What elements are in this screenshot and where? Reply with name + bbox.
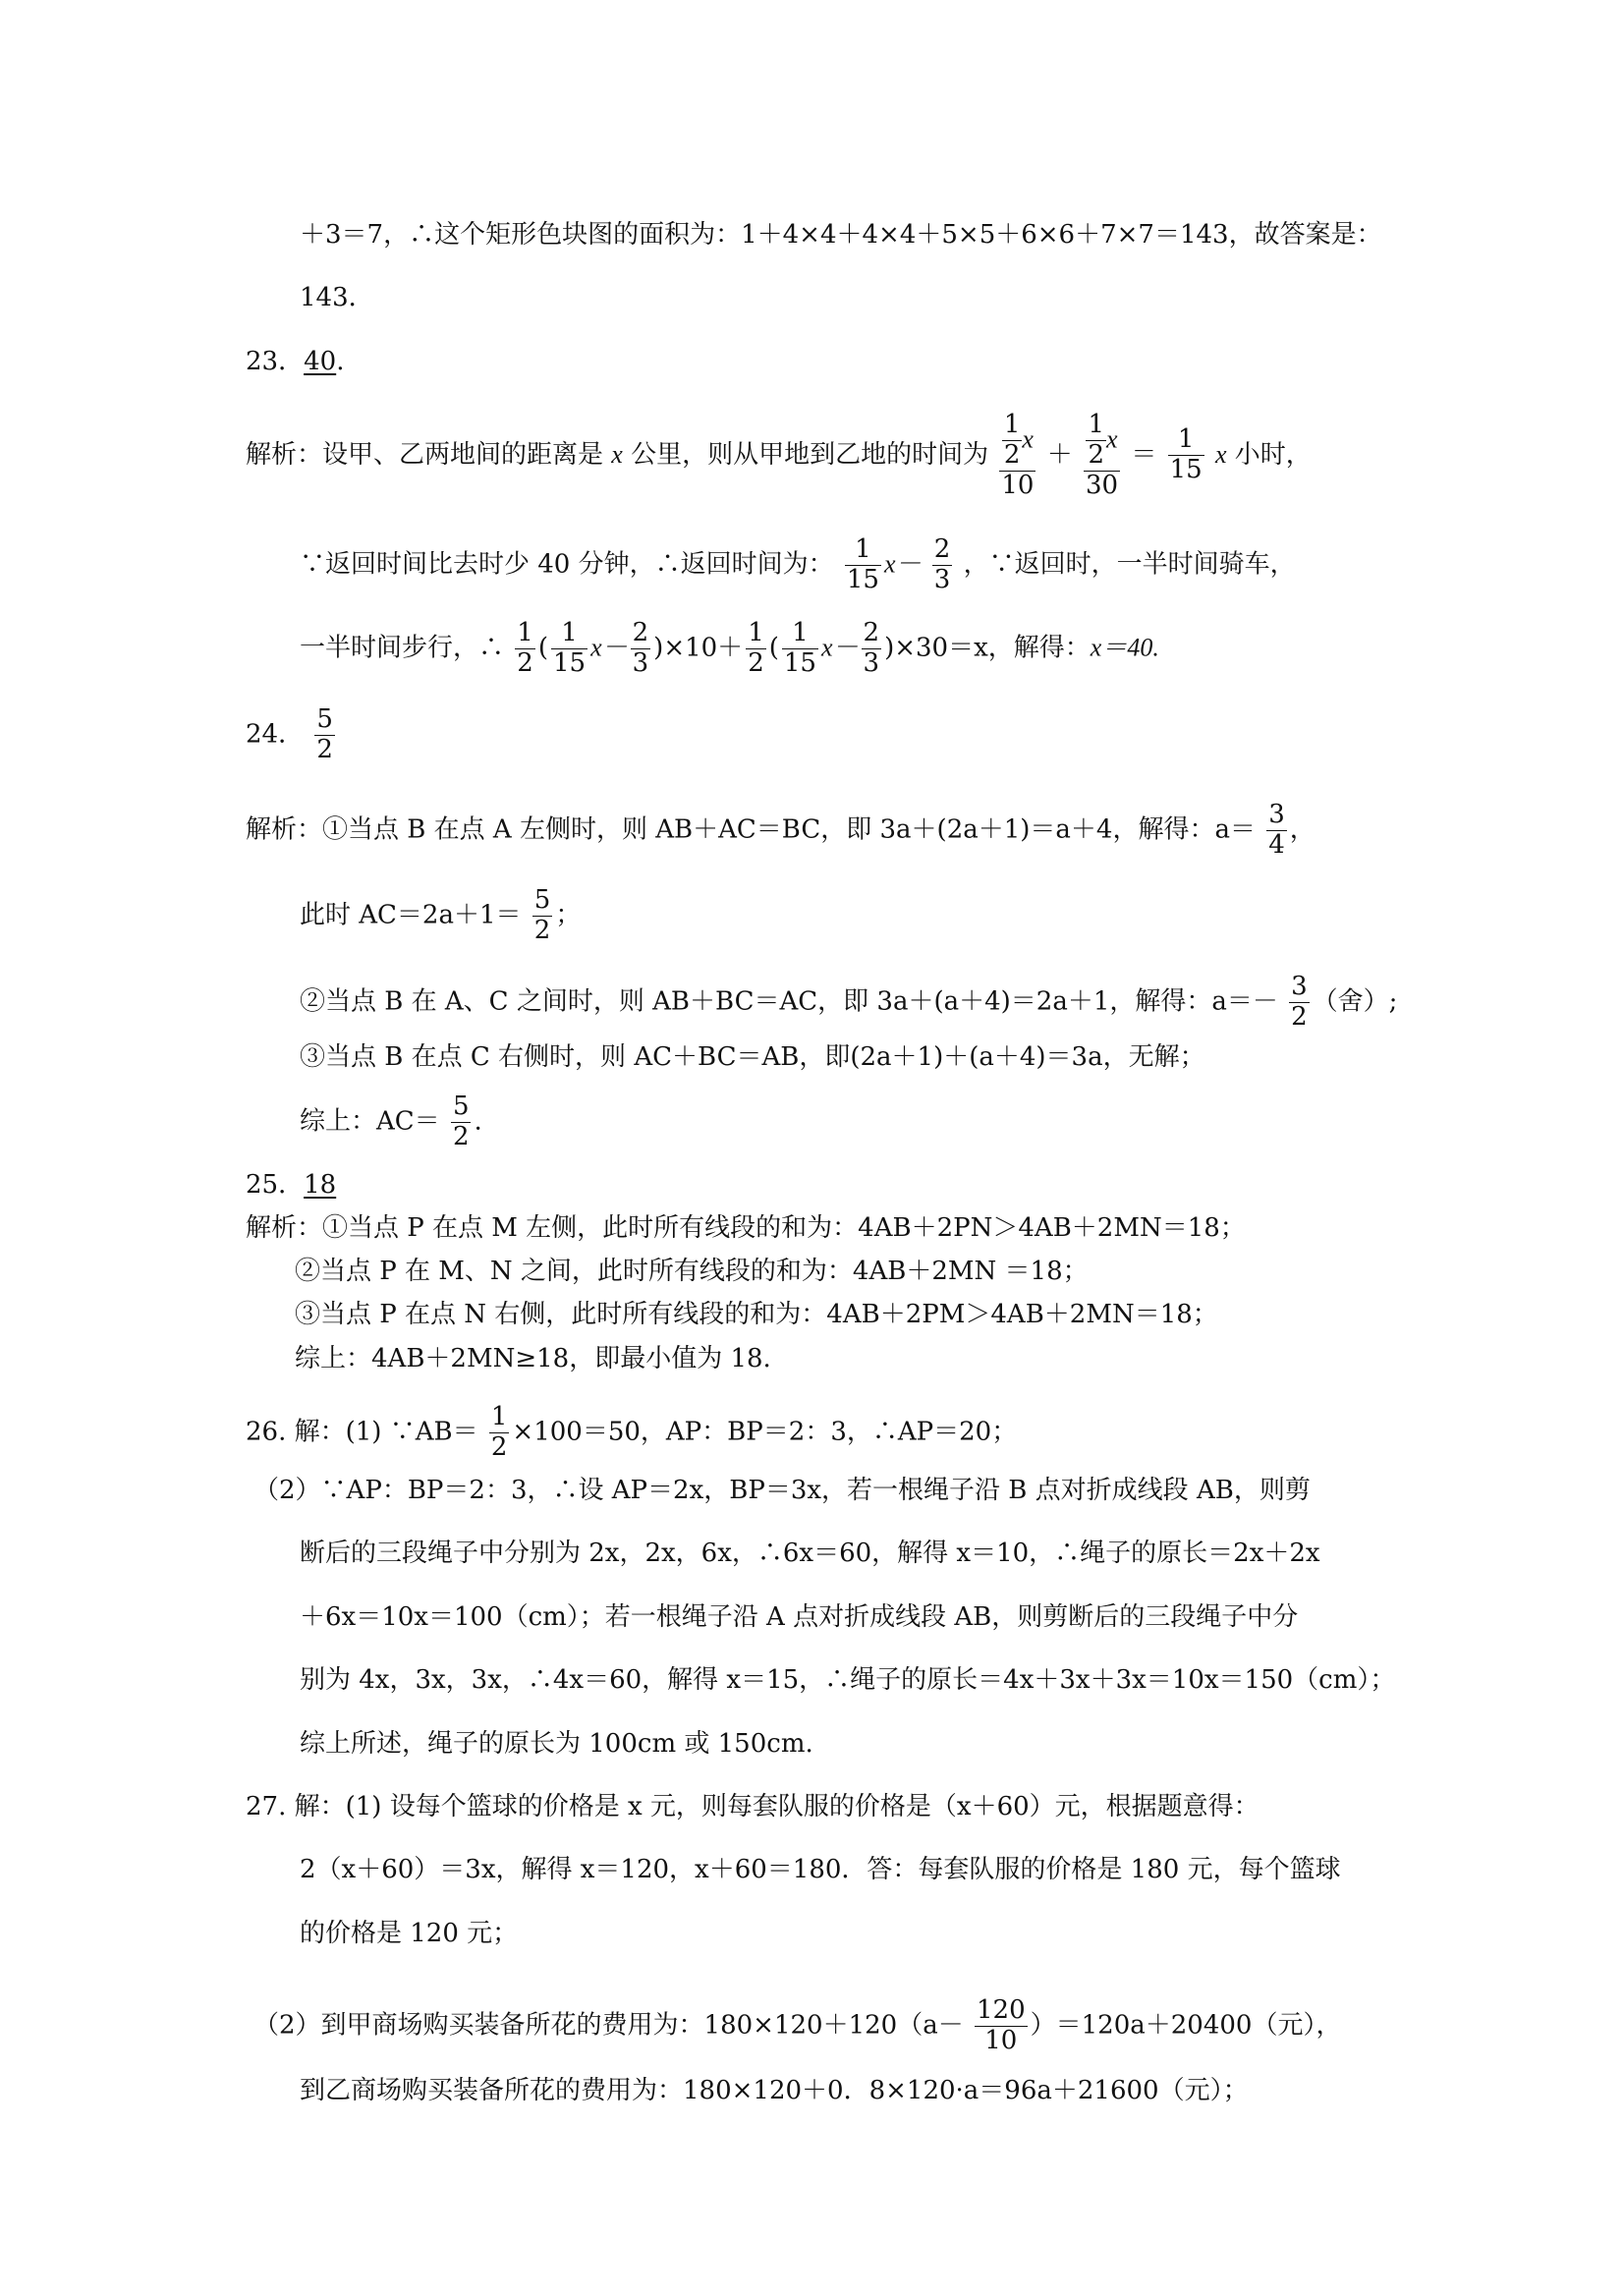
question-25-header: 25．18 [246, 1170, 337, 1200]
fraction: $\frac{2}{3}$ [933, 534, 951, 594]
text-line: ③当点 B 在点 C 右侧时，则 AC＋BC＝AB，即(2a＋1)＋(a＋4)＝3a，无解； [300, 1042, 1205, 1072]
text-line: ∵返回时间比去时少 40 分钟，∴返回时间为： $\frac{1}{15}$ x－ $\frac{2}{3}$ ，∵返回时，一半时间骑车， [300, 534, 1296, 594]
text-line: 143． [300, 283, 374, 312]
fraction: $\frac{1}{2}$ x 10 [1001, 410, 1035, 500]
text-line: ＋6x＝10x＝100（cm）；若一根绳子沿 A 点对折成线段 AB，则剪断后的三段绳子中分 [300, 1602, 1299, 1632]
text-line: 解析：①当点 P 在点 M 左侧，此时所有线段的和为：4AB＋2PN＞4AB＋2MN＝18； [246, 1213, 1246, 1243]
text-line: ②当点 B 在 A、C 之间时，则 AB＋BC＝AC，即 3a＋(a＋4)＝2a＋1，解得：a＝－ $\frac{3}{2}$ （舍）; [300, 972, 1398, 1032]
fraction: $\frac{1}{15}$ [846, 534, 879, 594]
text-line: 综上：4AB＋2MN≥18，即最小值为 18. [295, 1344, 771, 1373]
text-line: ③当点 P 在点 N 右侧，此时所有线段的和为：4AB＋2PM＞4AB＋2MN＝18； [295, 1300, 1218, 1329]
text-line: 综上：AC＝ $\frac{5}{2}$ . [300, 1092, 482, 1151]
text-line: 26. 解：(1) ∵AB＝ $\frac{1}{2}$ ×100＝50，AP：BP＝2：3，∴AP＝20； [246, 1402, 1018, 1462]
text-line: 一半时间步行，∴ $\frac{1}{2}$ ( $\frac{1}{15}$ x－ $\frac{2}{3}$ )×10＋ $\frac{1}{2}$ ( $\frac{1}{15}$ x－ $\frac{2}{3}$ )×30＝x，解得：x＝40. [300, 618, 1159, 678]
text-line: 解析：设甲、乙两地间的距离是 x 公里，则从甲地到乙地的时间为 $\frac{1}{2}$ x 10 ＋ $\frac{1}{2}$ x 30 ＝ $\frac{1}{15}$ x 小时， [246, 410, 1312, 500]
answer: 18 [304, 1170, 337, 1200]
question-24-header: 24． $\frac{5}{2}$ [246, 704, 333, 764]
text-line: （2）∵AP：BP＝2：3，∴设 AP＝2x，BP＝3x，若一根绳子沿 B 点对折成线段 AB，则剪 [253, 1476, 1311, 1505]
text-line: 2（x＋60）＝3x，解得 x＝120，x＋60＝180．答：每套队服的价格是 180 元，每个篮球 [300, 1855, 1341, 1884]
fraction: $\frac{1}{15}$ [1169, 424, 1203, 485]
answer-fraction: $\frac{5}{2}$ [316, 704, 333, 764]
answer: 40 [304, 347, 337, 376]
text-line: 到乙商场购买装备所花的费用为：180×120＋0．8×120·a＝96a＋21600（元）； [300, 2076, 1249, 2105]
question-23-header: 23．40. [246, 347, 345, 376]
text-line: ＋3＝7，∴这个矩形色块图的面积为：1＋4×4＋4×4＋5×5＋6×6＋7×7＝143，故答案是： [300, 220, 1382, 250]
text-line: 27. 解：(1) 设每个篮球的价格是 x 元，则每套队服的价格是（x＋60）元，根据题意得： [246, 1792, 1259, 1821]
text-line: ②当点 P 在 M、N 之间，此时所有线段的和为：4AB＋2MN ＝18； [295, 1257, 1089, 1286]
text-line: 别为 4x，3x，3x，∴4x＝60，解得 x＝15，∴绳子的原长＝4x＋3x＋3x＝10x＝150（cm）； [300, 1665, 1396, 1695]
text-line: 此时 AC＝2a＋1＝ $\frac{5}{2}$ ； [300, 885, 582, 945]
text-line: （2）到甲商场购买装备所花的费用为：180×120＋120（a－ $\frac{120}{10}$ ）＝120a＋20400（元）， [253, 1995, 1342, 2055]
text-line: 综上所述，绳子的原长为 100cm 或 150cm. [300, 1729, 813, 1759]
fraction: $\frac{1}{2}$ x 30 [1085, 410, 1119, 500]
text-line: 断后的三段绳子中分别为 2x，2x，6x，∴6x＝60，解得 x＝10，∴绳子的原长＝2x＋2x [300, 1539, 1320, 1568]
text-line: 解析：①当点 B 在点 A 左侧时，则 AB＋AC＝BC，即 3a＋(2a＋1)＝a＋4，解得：a＝ $\frac{3}{4}$ ， [246, 800, 1315, 860]
text-line: 的价格是 120 元； [300, 1919, 519, 1948]
